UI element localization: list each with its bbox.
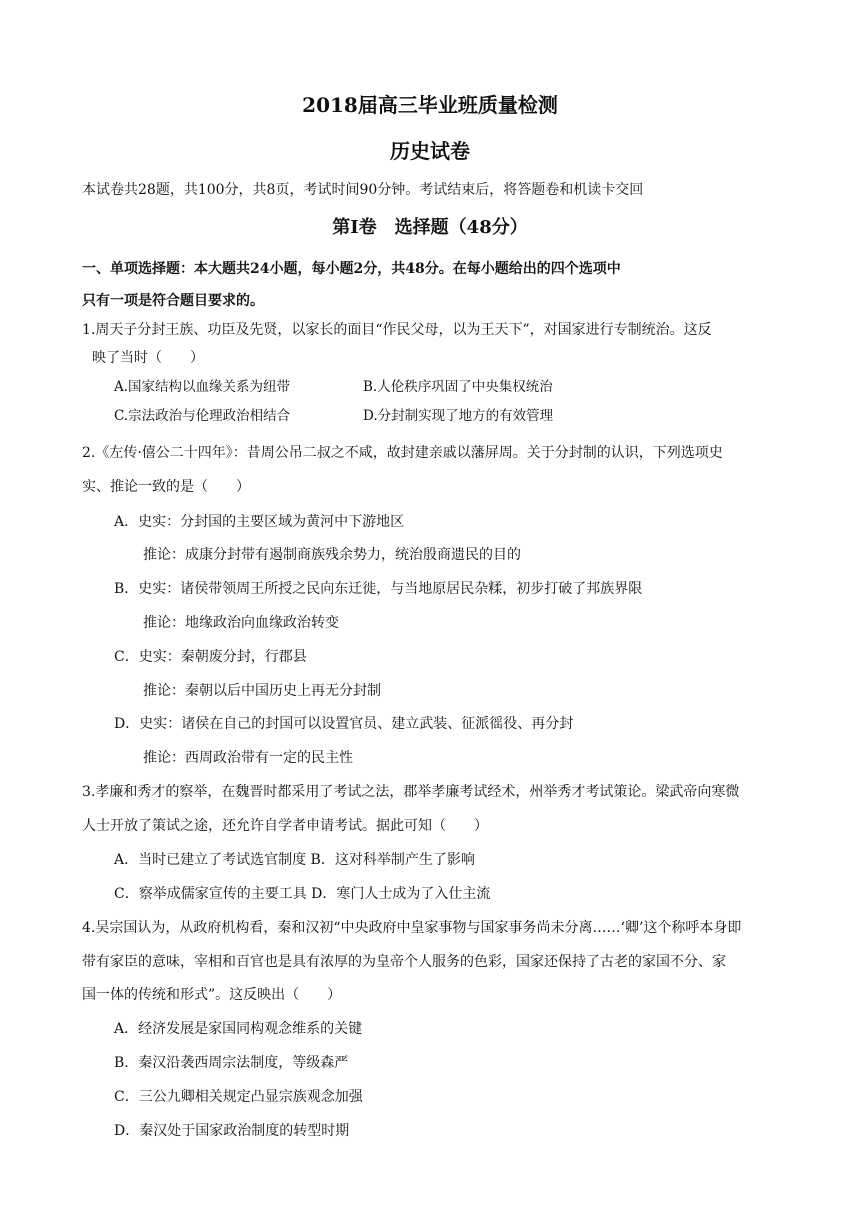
option-b-fact: B．史实：诸侯带领周王所授之民向东迁徙，与当地原居民杂糅，初步打破了邦族界限 bbox=[114, 581, 643, 597]
question-stem: 人士开放了策试之途，还允许自学者申请考试。据此可知（ ） bbox=[82, 818, 488, 834]
option-c-inference: 推论：秦朝以后中国历史上再无分封制 bbox=[143, 683, 381, 699]
question-stem: 3.孝廉和秀才的察举，在魏晋时都采用了考试之法，郡举孝廉考试经术，州举秀才考试策论。梁武帝向寒微 bbox=[82, 784, 740, 800]
section-instruction-line1: 一、单项选择题：本大题共24小题，每小题2分，共48分。在每小题给出的四个选项中 bbox=[82, 261, 621, 277]
option-c-fact: C．史实：秦朝废分封，行郡县 bbox=[114, 649, 307, 665]
option-c: C．三公九卿相关规定凸显宗族观念加强 bbox=[114, 1089, 363, 1105]
option-d-fact: D．史实：诸侯在自己的封国可以设置官员、建立武装、征派徭役、再分封 bbox=[114, 716, 574, 732]
option-row-ab: A．当时已建立了考试选官制度 B．这对科举制产生了影响 bbox=[114, 852, 475, 868]
question-stem: 国一体的传统和形式”。这反映出（ ） bbox=[82, 987, 342, 1003]
section-instruction-line2: 只有一项是符合题目要求的。 bbox=[82, 293, 264, 309]
exam-intro: 本试卷共28题，共100分，共8页，考试时间90分钟。考试结束后，将答题卷和机读卡交回 bbox=[82, 182, 644, 198]
option-d-inference: 推论：西周政治带有一定的民主性 bbox=[143, 750, 353, 766]
option-a: A．经济发展是家国同构观念维系的关键 bbox=[114, 1021, 363, 1037]
section-heading: 第Ⅰ卷 选择题（48分） bbox=[332, 217, 528, 238]
option-d: D.分封制实现了地方的有效管理 bbox=[363, 408, 554, 424]
exam-title: 2018届高三毕业班质量检测 bbox=[302, 93, 558, 117]
question-stem: 1.周天子分封王族、功臣及先贤，以家长的面目“作民父母，以为王天下”，对国家进行专制统治。这反 bbox=[82, 322, 712, 338]
exam-subtitle: 历史试卷 bbox=[390, 139, 470, 163]
question-stem: 实、推论一致的是（ ） bbox=[82, 479, 250, 495]
option-b: B.人伦秩序巩固了中央集权统治 bbox=[363, 379, 553, 395]
option-b: B．秦汉沿袭西周宗法制度，等级森严 bbox=[114, 1055, 349, 1071]
option-a-fact: A．史实：分封国的主要区域为黄河中下游地区 bbox=[114, 514, 405, 530]
question-stem: 4.吴宗国认为，从政府机构看，秦和汉初“中央政府中皇家事物与国家事务尚未分离……‘卿’这个称呼本身即 bbox=[82, 920, 742, 936]
question-stem: 映了当时（ ） bbox=[92, 350, 204, 366]
option-b-inference: 推论：地缘政治向血缘政治转变 bbox=[143, 615, 339, 631]
question-stem: 2.《左传·僖公二十四年》：昔周公吊二叔之不咸，故封建亲戚以藩屏周。关于分封制的认识，下列选项史 bbox=[82, 445, 723, 461]
option-row-cd: C．察举成儒家宣传的主要工具 D．寒门人士成为了入仕主流 bbox=[114, 886, 491, 902]
option-a: A.国家结构以血缘关系为纽带 bbox=[114, 379, 291, 395]
option-c: C.宗法政治与伦理政治相结合 bbox=[114, 408, 291, 424]
option-d: D．秦汉处于国家政治制度的转型时期 bbox=[114, 1123, 350, 1139]
question-stem: 带有家臣的意味，宰相和百官也是具有浓厚的为皇帝个人服务的色彩，国家还保持了古老的家国不分、家 bbox=[82, 954, 726, 970]
option-a-inference: 推论：成康分封带有遏制商族残余势力，统治殷商遗民的目的 bbox=[143, 547, 521, 563]
